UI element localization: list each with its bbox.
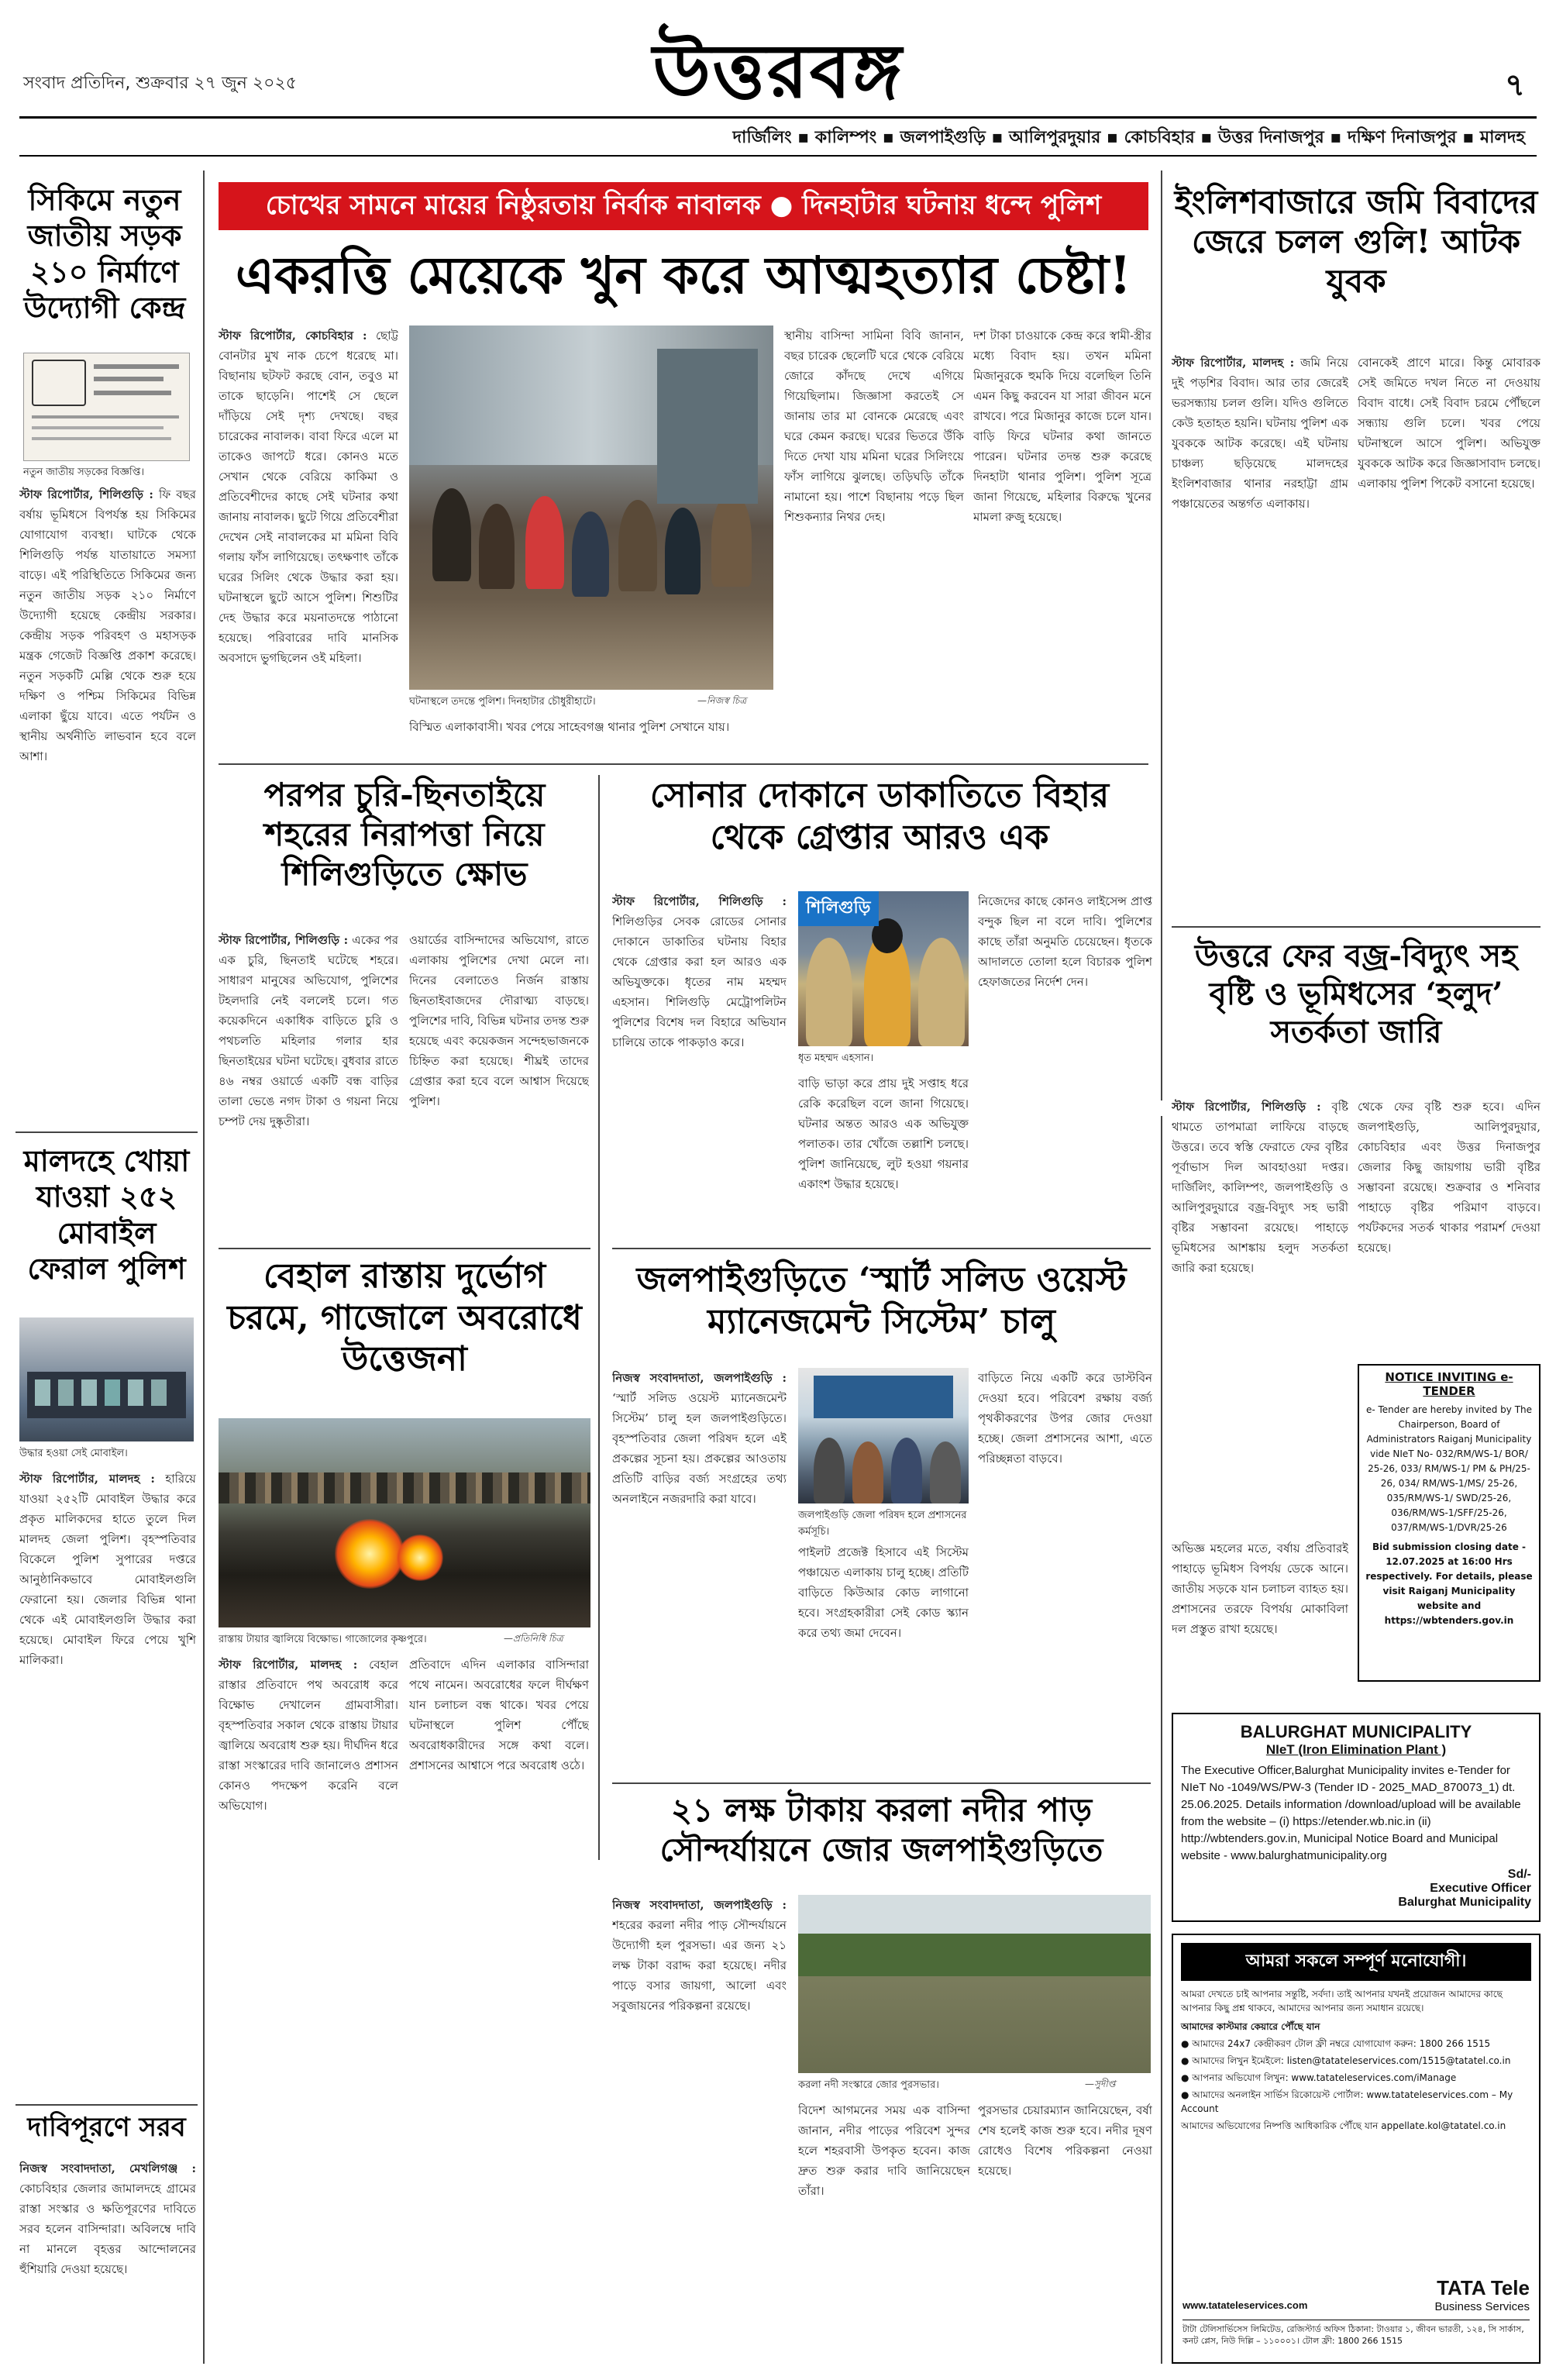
swm-bottom-rule xyxy=(612,1782,1151,1784)
raiganj-notice-closing: Bid submission closing date - 12.07.2025 at 16:00 Hrs respectively. For details, please visit Raiganj Municipality website and https://wbtenders.gov.in xyxy=(1365,1541,1533,1626)
theft-headline: পরপর চুরি-ছিনতাইয়ে শহরের নিরাপত্তা নিয়ে শিলিগুড়িতে ক্ষোভ xyxy=(263,776,546,894)
malda-bottom-rule xyxy=(15,2104,198,2106)
behala-column-2: প্রতিবাদে এদিন এলাকার বাসিন্দারা পথে নামেন। অবরোধের ফলে দীর্ঘক্ষণ যান চলাচল বন্ধ থাকে। খবর পেয়ে ঘটনাস্থলে পুলিশ পৌঁছে অবরোধকারীদের সঙ্গে কথা বলে। প্রশাসনের আশ্বাসে পরে অবরোধ ওঠে। xyxy=(409,1658,589,1772)
weather-column-1: স্টাফ রিপোর্টার, শিলিগুড়ি : বৃষ্টি থামতে তাপমাত্রা লাফিয়ে বাড়ছে উত্তরে। তবে স্বস্তি ফেরাতে ফের বৃষ্টির পূর্বাভাস দিল আবহাওয়া দপ্তর। দার্জিলিং, কালিম্পং, জলপাইগুড়ি ও আলিপুরদুয়ারে বজ্র-বিদ্যুৎ সহ ভারী বৃষ্টির সম্ভাবনা রয়েছে। পাহাড়ে ভূমিধসের আশঙ্কায় হলুদ সতর্কতা জারি করা হয়েছে। xyxy=(1172,1100,1348,1275)
sikkim-headline: সিকিমে নতুন জাতীয় সড়ক ২১০ নির্মাণে উদ্যোগী কেন্দ্র xyxy=(23,182,186,325)
english-bazar-bottom-rule xyxy=(1172,926,1541,928)
theft-column-1: স্টাফ রিপোর্টার, শিলিগুড়ি : একের পর এক চুরি, ছিনতাই ঘটেছে শহরে। সাধারণ মানুষের অভিযোগ, পুলিশের টহলদারি নেই বললেই চলে। গত কয়েকদিনে একাধিক বাড়িতে চুরি ও পথচলতি মহিলার গলার হার ছিনতাইয়ের ঘটনা ঘটেছে। বুধবার রাতে ৪৬ নম্বর ওয়ার্ডে একটি বন্ধ বাড়ির তালা ভেঙে নগদ টাকা ও গয়না নিয়ে চম্পট দেয় দুষ্কৃতীরা। xyxy=(219,933,398,1128)
lead-headline: একরত্তি মেয়েকে খুন করে আত্মহত্যার চেষ্টা! xyxy=(235,245,1132,305)
tata-brand: TATA Tele xyxy=(1437,2276,1530,2299)
river-credit: —সুদীপ্ত xyxy=(1085,2079,1116,2089)
newspaper-title: উত্তরবঙ্গ xyxy=(652,27,904,115)
districts-rule xyxy=(19,155,1537,157)
english-bazar-headline: ইংলিশবাজারে জমি বিবাদের জেরে চলল গুলি! আটক যুবক xyxy=(1174,183,1538,301)
swm-caption: জলপাইগুড়ি জেলা পরিষদ হলে প্রশাসনের কর্মসূচি। xyxy=(798,1510,967,1538)
english-bazar-column-1: স্টাফ রিপোর্টার, মালদহ : জমি নিয়ে দুই পড়শির বিবাদ। আর তার জেরেই ভরসন্ধ্যায় চলল গুলি। যদিও গুলিতে কেউ হতাহত হয়নি। ঘটনায় পুলিশ এক যুবককে আটক করেছে। এই ঘটনায় চাঞ্চল্য ছড়িয়েছে মালদহের ইংলিশবাজার থানার নরহাট্টা গ্রাম পঞ্চায়েতের অন্তর্গত এলাকায়। xyxy=(1172,356,1348,511)
dateline: সংবাদ প্রতিদিন, শুক্রবার ২৭ জুন ২০২৫ xyxy=(23,74,298,93)
tata-footer: টাটা টেলিসার্ভিসেস লিমিটেড, রেজিস্টার্ড অফিস ঠিকানা: টাওয়ার ১, জীবন ভারতী, ১২৪, সি সার্কাস, কনট প্লেস, নিউ দিল্লি – ১১০০০১। টোল ফ্রী: 1800 266 1515 xyxy=(1182,2320,1530,2347)
mobile-photo xyxy=(19,1317,194,1441)
raiganj-tender-notice xyxy=(1358,1364,1541,1682)
column-divider-right-lower xyxy=(1161,1116,1162,2364)
behala-headline: বেহাল রাস্তায় দুর্ভোগ চরমে, গাজোলে অবরোধে উত্তেজনা xyxy=(227,1256,582,1379)
gold-headline: সোনার দোকানে ডাকাতিতে বিহার থেকে গ্রেপ্তার আরও এক xyxy=(649,776,1110,857)
column-divider-left xyxy=(203,170,205,2364)
emblem-icon xyxy=(32,360,86,406)
gazette-caption: নতুন জাতীয় সড়কের বিজ্ঞপ্তি। xyxy=(23,467,144,478)
lead-column-1: স্টাফ রিপোর্টার, কোচবিহার : ছোট্ট বোনটার মুখ নাক চেপে ধরেছে মা। বিছানায় ছটফট করছে বোন, তবুও মা তাকে ছাড়েনি। পাশেই সে ছেলে দাঁড়িয়ে সেই দৃশ্য দেখছে। বছর চারেকের নাবালক। বাবা ফিরে এলে মা তাকেও জাপটে ধরে। কোনও মতে সেখান থেকে বেরিয়ে কাকিমা ও প্রতিবেশীদের কাছে সেই ঘটনার কথা জানায় নাবালক। ছুটে গিয়ে প্রতিবেশীরা দেখেন সেই নাবালকের মা মমিনা বিবি গলায় ফাঁস লাগিয়েছে। তৎক্ষণাৎ তাঁকে ঘরের সিলিং থেকে উদ্ধার করা হয়। ঘটনাস্থলে ছুটে আসে পুলিশ। শিশুটির দেহ উদ্ধার করে ময়নাতদন্তে পাঠানো হয়েছে। পরিবারের দাবি মানসিক অবসাদে ভুগছিলেন ওই মহিলা। xyxy=(219,329,398,665)
lead-column-3: দশ টাকা চাওয়াকে কেন্দ্র করে স্বামী-স্ত্রীর মধ্যে বিবাদ হয়। তখন মমিনা মিজানুরকে হুমকি দিয়ে বলেছিল তিনি এমন কিছু করবেন যা সারা জীবন মনে রাখবে। পরে মিজানুর কাজে চলে যান। বাড়ি ফিরে ঘটনার কথা জানতে পারেন। ঘটনার তদন্ত শুরু করেছে দিনহাটা থানার পুলিশ। পুলিশ সূত্রে জানা গিয়েছে, মহিলার বিরুদ্ধে খুনের মামলা রুজু হয়েছে। xyxy=(973,329,1152,524)
river-photo xyxy=(798,1895,1151,2073)
ad-line-4: ● আপনার অভিযোগ লিখুন: www.tatateleservices.com/iManage xyxy=(1181,2072,1457,2083)
lead-photo-follow: বিস্মিত এলাকাবাসী। খবর পেয়ে সাহেবগঞ্জ থানার পুলিশ সেখানে যায়। xyxy=(409,720,730,734)
swm-headline: জলপাইগুড়িতে ‘স্মার্ট সলিড ওয়েস্ট ম্যানেজমেন্ট সিস্টেম’ চালু xyxy=(636,1260,1127,1342)
balurghat-notice-sign2: Executive Officer xyxy=(1430,1882,1531,1895)
balurghat-tender-notice xyxy=(1172,1713,1541,1922)
river-headline: ২১ লক্ষ টাকায় করলা নদীর পাড় সৌন্দর্যায়নে জোর জলপাইগুড়িতে xyxy=(659,1791,1103,1869)
blockade-photo xyxy=(219,1418,590,1627)
compensation-headline: দাবিপূরণে সরব xyxy=(27,2112,186,2143)
english-bazar-column-2: বোনকেই প্রাণে মারে। কিন্তু মোবারক সেই জমিতে দখল নিতে না দেওয়ায় বিবাদ বাধে। সেই বিবাদ চরমে পৌঁছলে সন্ধ্যায় গুলি চলে। খবর পেয়ে ঘটনাস্থলে আসে পুলিশ। অভিযুক্ত যুবককে আটক করে জিজ্ঞাসাবাদ চলছে। এলাকায় পুলিশ পিকেট বসানো হয়েছে। xyxy=(1358,356,1541,491)
gazette-image xyxy=(23,353,190,461)
theft-bottom-rule xyxy=(219,1248,590,1249)
district-list: দার্জিলিং ▪ কালিম্পং ▪ জলপাইগুড়ি ▪ আলিপুরদুয়ার ▪ কোচবিহার ▪ উত্তর দিনাজপুর ▪ দক্ষিণ দিনাজপুর ▪ মালদহ xyxy=(732,128,1525,147)
tata-logo xyxy=(1434,2276,1530,2313)
river-column-2: বিদেশ আগমনের সময় এক বাসিন্দা জানান, নদীর পাড়ের পরিবেশ সুন্দর হলে শহরবাসী উপকৃত হবেন। কাজ দ্রুত শুরু করার দাবি জানিয়েছেন তাঁরা। xyxy=(798,2103,970,2198)
page-number: ৭ xyxy=(1504,67,1525,103)
swm-column-3: বাড়িতে নিয়ে একটি করে ডাস্টবিন দেওয়া হবে। পরিবেশ রক্ষায় বর্জ্য পৃথকীকরণের উপর জোর দেওয়া হচ্ছে। জেলা প্রশাসনের আশা, এতে পরিচ্ছন্নতা বাড়বে। xyxy=(978,1371,1152,1466)
lead-photo-credit: —নিজস্ব চিত্র xyxy=(697,695,747,706)
balurghat-notice-subtitle: NIeT (Iron Elimination Plant ) xyxy=(1265,1742,1447,1757)
sikkim-body: স্টাফ রিপোর্টার, শিলিগুড়ি : ফি বছর বর্ষায় ভূমিধসে বিপর্যস্ত হয় সিকিমের যোগাযোগ ব্যবস্থা। ঘাটকে থেকে শিলিগুড়ি পর্যন্ত যাতায়াতে সমস্যা বাড়ে। এই পরিস্থিতিতে সিকিমের জন্য নতুন জাতীয় সড়ক ২১০ নির্মাণে উদ্যোগী হয়েছে কেন্দ্রীয় সরকার। কেন্দ্রীয় সড়ক পরিবহণ ও মহাসড়ক মন্ত্রক গেজেট বিজ্ঞপ্তি প্রকাশ করেছে। নতুন সড়কটি মেল্লি থেকে শুরু হয়ে দক্ষিণ ও পশ্চিম সিকিমের বিভিন্ন এলাকা ছুঁয়ে যাবে। এতে পর্যটন ও স্থানীয় অর্থনীতি লাভবান হবে বলে আশা। xyxy=(19,487,196,763)
lead-bottom-rule xyxy=(219,763,1148,765)
swm-column-2: পাইলট প্রজেক্ট হিসাবে এই সিস্টেম পঞ্চায়েত এলাকায় চালু হচ্ছে। প্রতিটি বাড়িতে কিউআর কোড লাগানো হবে। সংগ্রহকারীরা সেই কোড স্ক্যান করে তথ্য জমা দেবেন। xyxy=(798,1545,969,1640)
swm-photo xyxy=(798,1368,969,1503)
lead-column-2: স্থানীয় বাসিন্দা সামিনা বিবি জানান, বছর চারেক ছেলেটি ঘরে থেকে বেরিয়ে জোরে কাঁদছে দেখে এগিয়ে গিয়েছিলাম। জিজ্ঞাসা করতেই সে জানায় তার মা বোনকে মেরেছে এবং ঘরে কেমন করছে। ঘরের ভিতরে উঁকি দিতে দেখা যায় মমিনা ঘরের সিলিংয়ে ফাঁস লাগিয়ে ঝুলছে। তড়িঘড়ি তাঁকে নামানো হয়। পাশে বিছানায় পড়ে ছিল শিশুকন্যার নিথর দেহ। xyxy=(784,329,964,524)
balurghat-notice-sign3: Balurghat Municipality xyxy=(1398,1896,1531,1909)
arrest-caption: ধৃত মহম্মদ এহসান। xyxy=(798,1052,874,1064)
ad-title: আমরা সকলে সম্পূর্ণ মনোযোগী। xyxy=(1181,1943,1531,1981)
column-divider-right xyxy=(1161,170,1162,1100)
malda-mobile-headline: মালদহে খোয়া যাওয়া ২৫২ মোবাইল ফেরাল পুলিশ xyxy=(23,1143,190,1286)
raiganj-notice-body: e- Tender are hereby invited by The Chairperson, Board of Administrators Raiganj Municipality vide NIeT No- 032/RM/WS-1/ BOR/ 25-26, 033/ RM/WS-1/ PM & PH/25-26, 034/ RM/WS-1/MS/ 25-26, 035/RM/WS-1/ SWD/25-26, 036/RM/WS-1/SFF/25-26, 037/RM/WS-1/DVR/25-26 xyxy=(1365,1404,1533,1533)
compensation-body: নিজস্ব সংবাদদাতা, মেখলিগঞ্জ : কোচবিহার জেলার জামালদহে গ্রামের রাস্তা সংস্কার ও ক্ষতিপূরণের দাবিতে সরব হলেন বাসিন্দারা। অবিলম্বে দাবি না মানলে বৃহত্তর আন্দোলনের হুঁশিয়ারি দেওয়া হয়েছে। xyxy=(19,2161,196,2276)
balurghat-notice-sign1: Sd/- xyxy=(1507,1868,1531,1881)
weather-column-3: অভিজ্ঞ মহলের মতে, বর্ষায় প্রতিবারই পাহাড়ে ভূমিধস বিপর্যয় ডেকে আনে। জাতীয় সড়কে যান চলাচল ব্যাহত হয়। প্রশাসনের তরফে বিপর্যয় মোকাবিলা দল প্রস্তুত রাখা হয়েছে। xyxy=(1172,1541,1348,1636)
gold-column-3: নিজেদের কাছে কোনও লাইসেন্স প্রাপ্ত বন্দুক ছিল না বলে দাবি। পুলিশের কাছে তাঁরা অনুমতি চেয়েছেন। ধৃতকে আদালতে তোলা হলে বিচারক পুলিশ হেফাজতের নির্দেশ দেন। xyxy=(978,894,1152,989)
tata-tele-advertisement xyxy=(1172,1934,1541,2364)
raiganj-notice-title: NOTICE INVITING e- TENDER xyxy=(1385,1370,1513,1398)
sikkim-bottom-rule xyxy=(15,1131,198,1133)
masthead xyxy=(0,0,1556,116)
gold-column-1: স্টাফ রিপোর্টার, শিলিগুড়ি : শিলিগুড়ির সেবক রোডের সোনার দোকানে ডাকাতির ঘটনায় বিহার থেকে গ্রেপ্তার করা হল আরও এক অভিযুক্তকে। ধৃতের নাম মহম্মদ এহসান। শিলিগুড়ি মেট্রোপলিটন পুলিশের বিশেষ দল বিহারে অভিযান চালিয়ে তাকে পাকড়াও করে। xyxy=(612,894,787,1049)
ad-intro: আমরা দেখতে চাই আপনার সন্তুষ্টি, সর্বদা। তাই আপনার যখনই প্রয়োজন আমাদের কাছে আপনার কিছু প্রশ্ন থাকবে, আমাদের আপনার জন্য সমাধান রয়েছে। xyxy=(1181,1989,1503,2013)
lead-byline: স্টাফ রিপোর্টার, কোচবিহার : xyxy=(219,329,367,343)
swm-column-1: নিজস্ব সংবাদদাতা, জলপাইগুড়ি : ‘স্মার্ট সলিড ওয়েস্ট ম্যানেজমেন্ট সিস্টেম’ চালু হল জলপাইগুড়িতে। বৃহস্পতিবার জেলা পরিষদ হলে এই প্রকল্পের সূচনা হয়। প্রকল্পের আওতায় প্রতিটি বাড়ির বর্জ্য সংগ্রহের তথ্য অনলাইনে নজরদারি করা যাবে। xyxy=(612,1371,787,1506)
column-divider-middle xyxy=(598,775,600,1860)
lead-photo xyxy=(409,325,773,690)
gold-column-2: বাড়ি ভাড়া করে প্রায় দুই সপ্তাহ ধরে রেকি করেছিল বলে জানা গিয়েছে। ঘটনার অন্তত আরও এক অভিযুক্ত পলাতক। তার খোঁজে তল্লাশি চলছে। পুলিশ জানিয়েছে, লুট হওয়া গয়নার একাংশ উদ্ধার হয়েছে। xyxy=(798,1076,969,1191)
weather-headline: উত্তরে ফের বজ্র-বিদ্যুৎ সহ বৃষ্টি ও ভূমিধসের ‘হলুদ’ সতর্কতা জারি xyxy=(1194,938,1518,1050)
ad-line-3: ● আমাদের লিখুন ইমেইলে: listen@tatateleservices.com/1515@tatatel.co.in xyxy=(1181,2055,1511,2066)
tata-website: www.tatateleservices.com xyxy=(1182,2299,1308,2311)
ad-line-6: আমাদের অভিযোগের নিষ্পত্তি আধিকারিক পৌঁছে যান appellate.kol@tatatel.co.in xyxy=(1181,2120,1506,2131)
ad-line-5: ● আমাদের অনলাইন সার্ভিস রিকোয়েস্ট পোর্টাল: www.tatateleservices.com – My Account xyxy=(1181,2089,1513,2114)
tata-brand-sub: Business Services xyxy=(1434,2300,1530,2313)
mobile-caption: উদ্ধার হওয়া সেই মোবাইল। xyxy=(19,1448,128,1459)
lead-photo-caption: ঘটনাস্থলে তদন্তে পুলিশ। দিনহাটার চৌধুরীহাটে। xyxy=(409,696,596,708)
blockade-caption: রাস্তায় টায়ার জ্বালিয়ে বিক্ষোভ। গাজোলের কৃষ্ণপুরে। xyxy=(219,1634,427,1645)
river-column-1: নিজস্ব সংবাদদাতা, জলপাইগুড়ি : শহরের করলা নদীর পাড় সৌন্দর্যায়নে উদ্যোগী হল পুরসভা। এর জন্য ২১ লক্ষ টাকা বরাদ্দ করা হয়েছে। নদীর পাড়ে বসার জায়গা, আলো এবং সবুজায়নের পরিকল্পনা রয়েছে। xyxy=(612,1898,787,2013)
gold-bottom-rule xyxy=(612,1248,1151,1249)
ad-line-2: ● আমাদের 24x7 কেন্দ্রীকরণ টোল ফ্রী নম্বরে যোগাযোগ করুন: 1800 266 1515 xyxy=(1181,2038,1491,2049)
behala-column-1: স্টাফ রিপোর্টার, মালদহ : বেহাল রাস্তার প্রতিবাদে পথ অবরোধ করে বিক্ষোভ দেখালেন গ্রামবাসীরা। বৃহস্পতিবার সকাল থেকে রাস্তায় টায়ার জ্বালিয়ে অবরোধ শুরু হয়। দীর্ঘদিন ধরে রাস্তা সংস্কারের দাবি জানালেও প্রশাসন কোনও পদক্ষেপ করেনি বলে অভিযোগ। xyxy=(219,1658,398,1813)
location-tag: শিলিগুড়ি xyxy=(798,891,879,926)
blockade-credit: —প্রতিনিধি চিত্র xyxy=(504,1633,563,1644)
balurghat-notice-body: The Executive Officer,Balurghat Municipality invites e-Tender for NIeT No -1049/WS/PW-3 (Tender ID - 2025_MAD_870073_1) dt. 25.06.2025. Details information /download/upload will be available from the website – (i) https://etender.wb.nic.in (ii) http://wbtenders.gov.in, Municipal Notice Board and Municipal website - www.balurghatmunicipality.org xyxy=(1181,1764,1521,1862)
river-column-3: পুরসভার চেয়ারম্যান জানিয়েছেন, বর্ষা শেষ হলেই কাজ শুরু হবে। নদীর দূষণ রোধেও বিশেষ পরিকল্পনা নেওয়া হয়েছে। xyxy=(978,2103,1152,2178)
weather-column-2: থেকে ফের বৃষ্টি শুরু হবে। এদিন জলপাইগুড়ি, আলিপুরদুয়ার, কোচবিহার এবং উত্তর দিনাজপুর জেলার কিছু জায়গায় ভারী বৃষ্টির সম্ভাবনা রয়েছে। শুক্রবার ও শনিবার পাহাড়ে বৃষ্টির পরিমাণ বাড়বে। পর্যটকদের সতর্ক থাকার পরামর্শ দেওয়া হয়েছে। xyxy=(1358,1100,1541,1255)
lead-kicker: চোখের সামনে মায়ের নিষ্ঠুরতায় নির্বাক নাবালক ● দিনহাটার ঘটনায় ধন্দে পুলিশ xyxy=(219,182,1148,230)
malda-mobile-body: স্টাফ রিপোর্টার, মালদহ : হারিয়ে যাওয়া ২৫২টি মোবাইল উদ্ধার করে প্রকৃত মালিকদের হাতে তুলে দিল মালদহ জেলা পুলিশ। বৃহস্পতিবার বিকেলে পুলিশ সুপারের দপ্তরে আনুষ্ঠানিকভাবে মোবাইলগুলি ফেরানো হয়। জেলার বিভিন্ন থানা থেকে এই মোবাইলগুলি উদ্ধার করা হয়েছে। মোবাইল ফিরে পেয়ে খুশি মালিকরা। xyxy=(19,1472,196,1667)
river-caption: করলা নদী সংস্কারে জোর পুরসভার। xyxy=(798,2079,939,2091)
theft-column-2: ওয়ার্ডের বাসিন্দাদের অভিযোগ, রাতে এলাকায় পুলিশের দেখা মেলে না। দিনের বেলাতেও নির্জন রাস্তায় ছিনতাইবাজদের দৌরাত্ম্য বাড়ছে। পুলিশের দাবি, বিভিন্ন ঘটনার তদন্ত শুরু হয়েছে এবং কয়েকজন সন্দেহভাজনকে চিহ্নিত করা হয়েছে। শীঘ্রই তাদের গ্রেপ্তার করা হবে বলে আশ্বাস দিয়েছে পুলিশ। xyxy=(409,933,589,1108)
masthead-rule xyxy=(19,116,1537,119)
balurghat-notice-title: BALURGHAT MUNICIPALITY xyxy=(1240,1722,1472,1741)
ad-line-1: আমাদের কাস্টমার কেয়ারে পৌঁছে যান xyxy=(1181,2021,1320,2032)
